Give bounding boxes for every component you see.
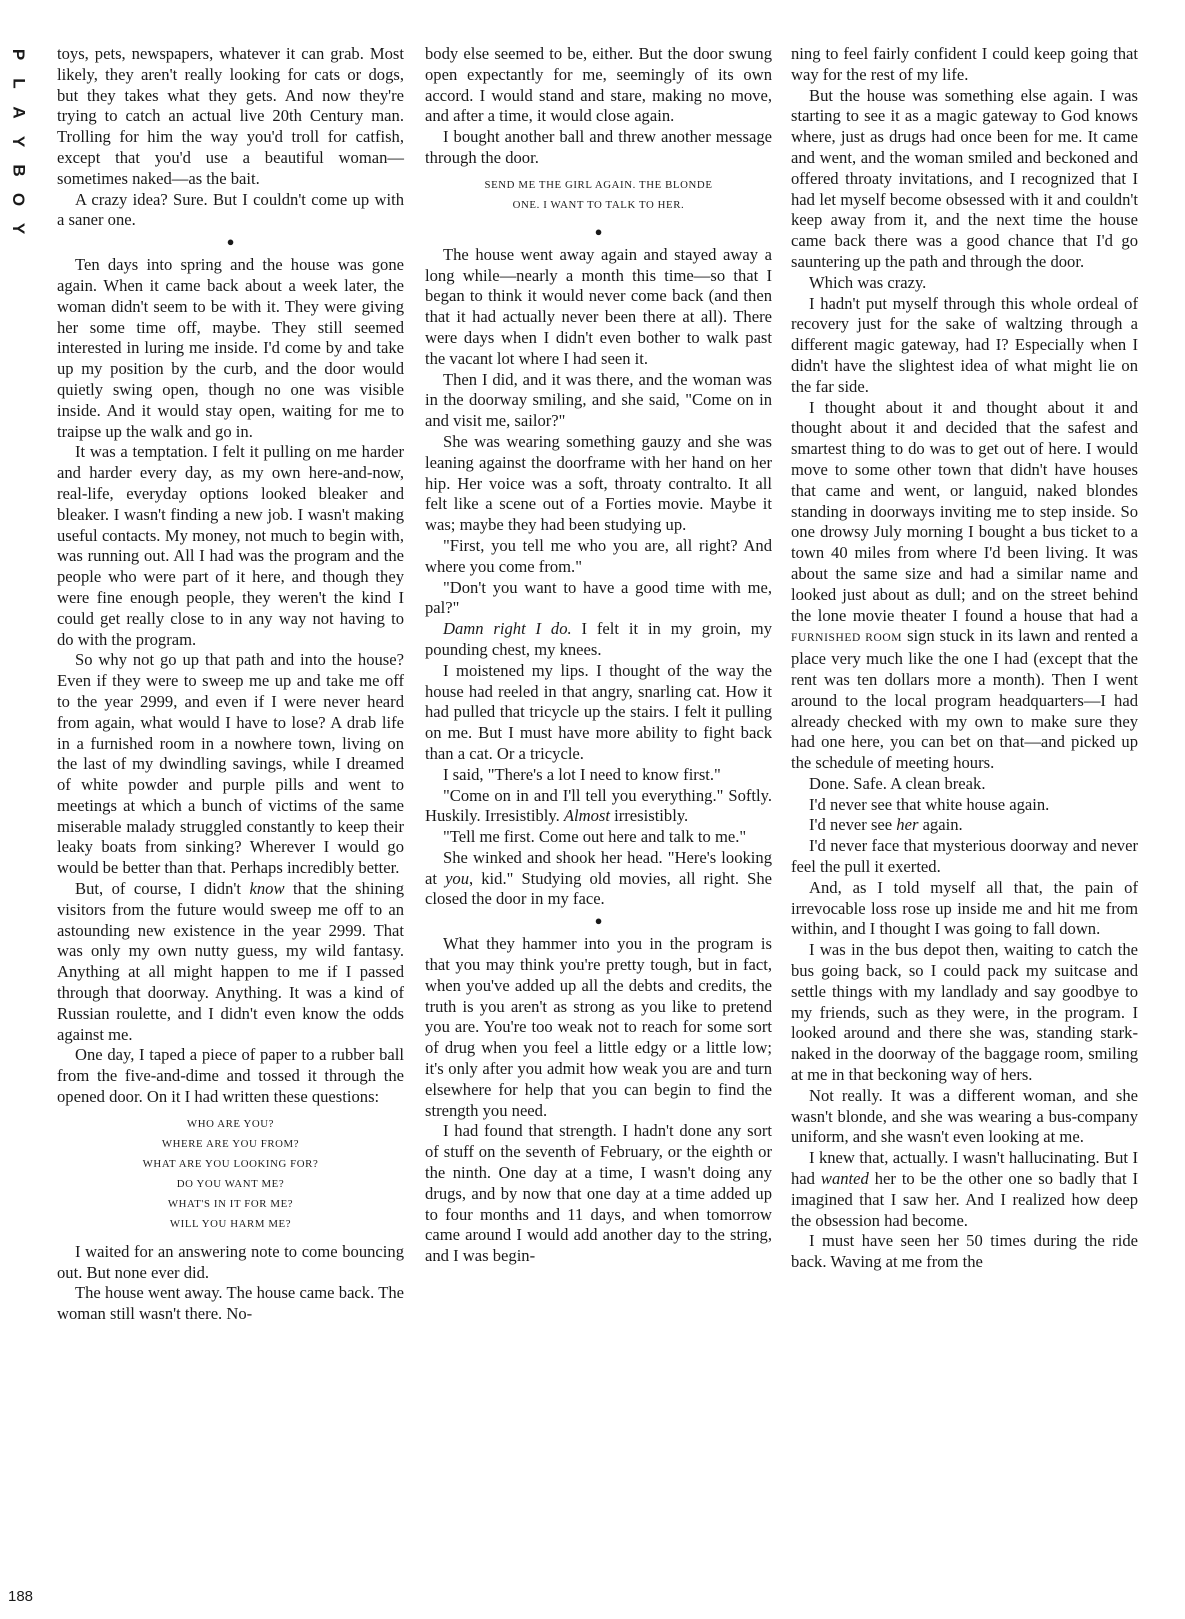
paragraph: Then I did, and it was there, and the woman was in the doorway smiling, and she said, "Come on in and visit me, sailor?" (425, 369, 772, 431)
text-run: "Come on in and I'll tell you everything." Softly. Huskily. Irresistibly. (425, 785, 772, 826)
text-run: I'd never see (809, 815, 897, 835)
question-line: WHERE ARE YOU FROM? (161, 1137, 300, 1150)
emphasis: Almost (563, 806, 610, 826)
paragraph: "First, you tell me who you are, all right? And where you come from." (425, 535, 772, 576)
text-run: I thought about it and thought about it and thought about it and decided that the safest and smartest thing to do was to get out of here. I would move to some other town that didn't have houses that came and went, or languid, naked blondes standing in doorways inviting me to step inside. So one drowsy July morning I bought a bus ticket to a town 40 miles from where I'd been living. It was about the same size and had a similar name and looked just about as dull; and on the street behind the lone movie theater I found a house that had a (791, 397, 1138, 625)
paragraph: What they hammer into you in the program is that you may think you're pretty tough, but in fact, when you've added up all the debts and credits, the truth is you aren't as strong as you like to pretend you are. You're too weak not to reach for some sort of drug when you feel a little edgy or a little low; it's only after you admit how weak you are and turn elsewhere for help that you can begin to find the strength you need. (425, 934, 772, 1120)
paragraph: I waited for an answering note to come bouncing out. But none ever did. (57, 1241, 404, 1282)
paragraph: "Don't you want to have a good time with me, pal?" (425, 577, 772, 618)
paragraph (791, 815, 1138, 836)
paragraph: One day, I taped a piece of paper to a rubber ball from the five-and-dime and tossed it through the opened door. On it I had written these questions: (57, 1045, 404, 1107)
paragraph: It was a temptation. I felt it pulling on me harder and harder every day, as my own here-and-now, real-life, everyday options looked bleaker and bleaker. I wasn't finding a new job. I wasn't making useful contacts. My money, not much to begin with, was running out. All I had was the program and the people who were part of it here, and though they were fine enough people, they weren't the kind I could get really close to in any way not having to do with the program. (57, 442, 404, 649)
section-break-ornament: ● (226, 234, 235, 250)
paragraph: The house went away. The house came back. The woman still wasn't there. No- (57, 1283, 404, 1324)
note-line: SEND ME THE GIRL AGAIN. THE BLONDE (484, 178, 713, 191)
question-line: WILL YOU HARM ME? (169, 1217, 292, 1230)
paragraph: She was wearing something gauzy and she was leaning against the doorframe with her hand on her hip. Her voice was a soft, throaty contralto. It all felt like a scene out of a Forties movie. Maybe it was; maybe they had been studying up. (425, 431, 772, 535)
paragraph: I had found that strength. I hadn't done any sort of stuff on the seventh of February, or the eighth or the ninth. One day at a time, I wasn't doing any drugs, and by now that one day at a time added up to four months and 11 days, and when tomorrow came around I would add another day to the string, and I was begin- (425, 1121, 772, 1266)
section-break-ornament: ● (594, 913, 603, 929)
paragraph: I'd never face that mysterious doorway and never feel the pull it exerted. (791, 836, 1138, 877)
emphasis: you (445, 868, 470, 888)
paragraph: Which was crazy. (809, 272, 927, 292)
emphasis: know (249, 879, 285, 899)
text-run: sign stuck in its lawn and rented a place very much like the one I had (except that the rent was ten dollars more a month). Then I went around to the local program headquarters—I had already checked with my own to make sure they had one here, you can bet on that—and picked up the schedule of meeting hours. (791, 626, 1138, 773)
paragraph: I bought another ball and threw another message through the door. (425, 127, 772, 167)
text-run: her to be the other one so badly that I imagined that I saw her. And I realized how deep the obsession had become. (791, 1169, 1138, 1230)
message-note (425, 175, 772, 215)
paragraph (425, 619, 772, 661)
paragraph (57, 879, 404, 1045)
paragraph (791, 1148, 1138, 1231)
question-line: DO YOU WANT ME? (176, 1177, 285, 1190)
paragraph: Ten days into spring and the house was gone again. When it came back about a week later, the woman didn't seem to be with it. They were giving her some time off, maybe. They still seemed interested in luring me inside. I'd come by and take up my position by the curb, and the door would quietly swing open, though no one was visible inside. And it would stay open, waiting for me to traipse up the walk and go in. (57, 255, 404, 441)
masthead-letter: L (9, 78, 29, 89)
paragraph: "Tell me first. Come out here and talk to me." (443, 827, 747, 847)
masthead-letter: O (9, 192, 29, 207)
paragraph: The house went away again and stayed away a long while—nearly a month this time—so that I began to think it would never come back (and then that it had actually never been there at all). There were days when I didn't even bother to walk past the vacant lot where I had seen it. (425, 244, 772, 368)
section-break-ornament: ● (594, 223, 603, 239)
paragraph: I must have seen her 50 times during the ride back. Waving at me from the (791, 1231, 1138, 1272)
masthead-letter: B (9, 164, 29, 177)
paragraph: Not really. It was a different woman, and she wasn't blonde, and she was wearing a bus-company uniform, and she wasn't even looking at me. (791, 1085, 1138, 1147)
paragraph: So why not go up that path and into the house? Even if they were to sweep me up and take me off to the year 2999, and even if I were never heard from again, what would I have to lose? A drab life in a furnished room in a nowhere town, living on the last of my dwindling savings, while I dreamed of white powder and purple pills and went to meetings at which a bunch of victims of the same miserable malady struggled constantly to keep their leaky boats from sinking? Wherever I would go would be better than that. Perhaps incredibly better. (57, 650, 404, 878)
masthead-logo (4, 40, 34, 243)
masthead-letter: P (9, 48, 29, 61)
paragraph (425, 848, 772, 910)
text-run: But, of course, I didn't (75, 879, 250, 899)
text-column-1 (57, 44, 404, 1325)
text-run: irresistibly. (610, 806, 689, 826)
note-line: ONE. I WANT TO TALK TO HER. (512, 198, 685, 211)
text-run: , kid." Studying old movies, all right. She closed the door in my face. (425, 868, 773, 909)
text-run: that the shining visitors from the future would sweep me off to an astounding new existence in the year 2999. That was only my own nutty guess, my wild fantasy. Anything at all might happen to me if I passed through that doorway. Anything. It was a kind of Russian roulette, and I didn't even know the odds against me. (57, 879, 405, 1044)
question-line: WHAT ARE YOU LOOKING FOR? (142, 1157, 319, 1170)
masthead-letter: A (9, 106, 29, 119)
questions-note (57, 1114, 404, 1234)
paragraph: And, as I told myself all that, the pain of irrevocable loss rose up inside me and hit me from within, and I thought I was going to fall down. (791, 877, 1138, 939)
text-run: She winked and shook her head. "Here's looking at (425, 847, 772, 888)
question-line: WHO ARE YOU? (186, 1117, 275, 1130)
text-run: I felt it in my groin, my pounding chest, my knees. (425, 619, 773, 659)
emphasis: wanted (820, 1169, 869, 1189)
paragraph: ning to feel fairly confident I could keep going that way for the rest of my life. (791, 44, 1138, 84)
paragraph: Done. Safe. A clean break. (809, 773, 986, 793)
paragraph: But the house was something else again. I was starting to see it as a magic gateway to God knows where, just as drugs had once been for me. It came and went, and the woman smiled and beckoned and offered throaty invitations, and I recognized that I had let myself become obsessed with it and couldn't keep away from it, and the next time the house came back there was a good chance that I'd go sauntering up the path and through the door. (791, 85, 1138, 271)
paragraph: I moistened my lips. I thought of the way the house had reeled in that angry, snarling cat. How it had pulled that tricycle up the stairs. I felt it pulling on me. But I must have more ability to fight back than a cat. Or a tricycle. (425, 660, 772, 763)
text-column-3 (791, 44, 1138, 1273)
paragraph: I said, "There's a lot I need to know first." (443, 764, 721, 784)
paragraph: toys, pets, newspapers, whatever it can grab. Most likely, they aren't really looking for cats or dogs, but they takes what they gets. And now they're trying to catch an actual live 20th Century man. Trolling for him the way you'd troll for catfish, except that you'd use a beautiful woman—sometimes naked—as the bait. (57, 44, 404, 188)
text-run: I knew that, actually. I wasn't hallucinating. But I had (791, 1148, 1138, 1189)
text-run: again. (918, 815, 963, 835)
paragraph: body else seemed to be, either. But the door swung open expectantly for me, seemingly of its own accord. I would stand and stare, making no move, and after a time, it would close again. (425, 44, 772, 126)
text-column-2 (425, 44, 772, 1267)
masthead-letter: Y (9, 222, 29, 235)
paragraph: I was in the bus depot then, waiting to catch the bus going back, so I could pack my suitcase and settle things with my landlady and say goodbye to my friends, such as they were, in the program. I looked around and there she was, standing stark-naked in the doorway of the baggage room, smiling at me in that beckoning way of hers. (791, 940, 1138, 1085)
paragraph (791, 398, 1138, 774)
page-number: 188 (8, 1588, 34, 1605)
emphasis: Damn right I do. (443, 619, 572, 639)
emphasis: her (896, 815, 919, 835)
paragraph (425, 786, 772, 828)
paragraph: I'd never see that white house again. (809, 794, 1050, 814)
small-caps-sign-text: FURNISHED ROOM (791, 632, 903, 645)
paragraph: I hadn't put myself through this whole ordeal of recovery just for the sake of waltzing through a different magic gateway, had I? Especially when I didn't have the slightest idea of what might lie on the far side. (791, 293, 1138, 396)
masthead-letter: Y (9, 135, 29, 148)
question-line: WHAT'S IN IT FOR ME? (167, 1197, 294, 1210)
paragraph: A crazy idea? Sure. But I couldn't come up with a saner one. (57, 189, 404, 230)
